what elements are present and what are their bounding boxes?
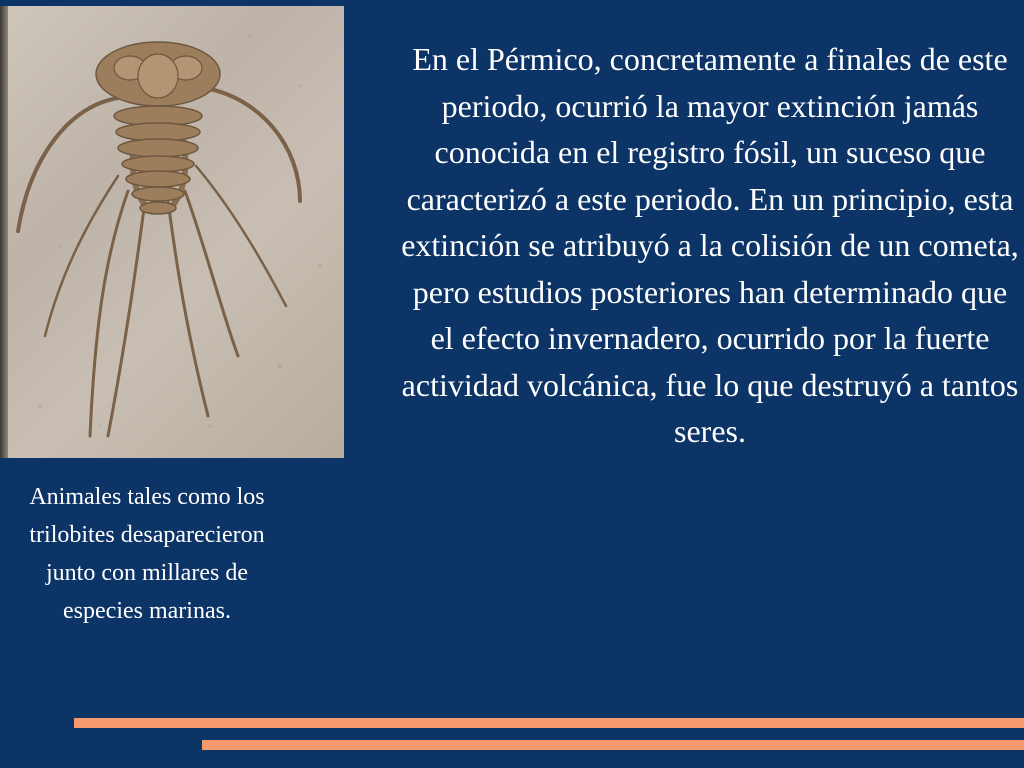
photo-caption: Animales tales como los trilobites desaparecieron junto con millares de especies marinas. xyxy=(29,484,265,624)
trilobite-fossil-illustration xyxy=(0,6,344,458)
main-paragraph: En el Pérmico, concretamente a finales de este periodo, ocurrió la mayor extinción jamás conocida en el registro fósil, un suceso que caracterizó a este periodo. En un principio, esta extinción se atribuyó a la colisión de un cometa, pero estudios posteriores han determinado que el efecto invernadero, ocurrido por la fuerte actividad volcánica, fue lo que destruyó a tantos seres. xyxy=(401,41,1019,449)
decorative-rule-top xyxy=(74,718,1024,728)
trilobite-fossil-photo xyxy=(0,6,344,458)
decorative-rule-bottom xyxy=(202,740,1024,750)
